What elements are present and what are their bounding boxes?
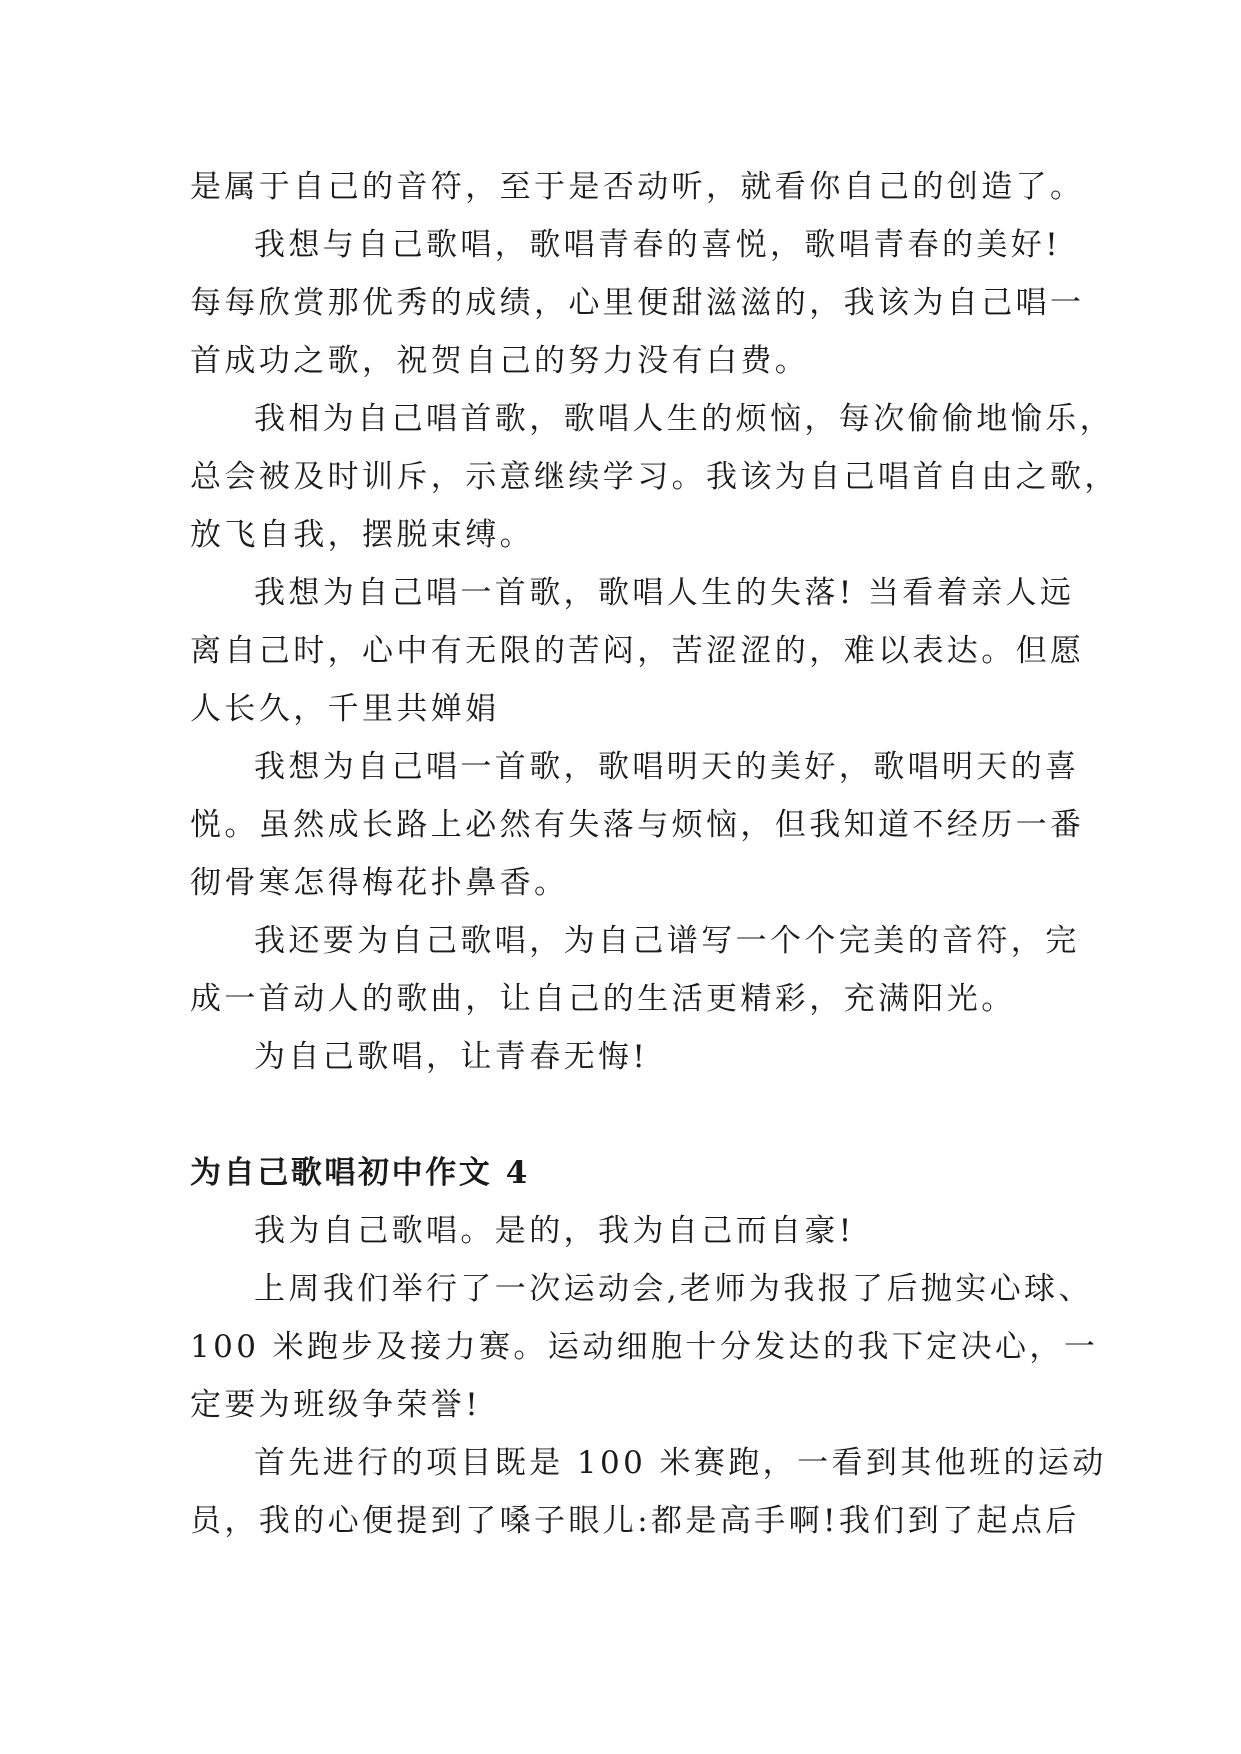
text-line: 定要为班级争荣誉! bbox=[190, 1387, 482, 1423]
text-line: 总会被及时训斥，示意继续学习。我该为自己唱首自由之歌， bbox=[190, 459, 1119, 495]
text-line: 成一首动人的歌曲，让自己的生活更精彩，充满阳光。 bbox=[190, 981, 1016, 1017]
section-heading: 为自己歌唱初中作文 4 bbox=[190, 1155, 530, 1191]
paragraph-first-line: 我想为自己唱一首歌，歌唱明天的美好，歌唱明天的喜 bbox=[254, 749, 1080, 785]
text-line: 放飞自我，摆脱束缚。 bbox=[190, 517, 534, 553]
paragraph-first-line: 我想为自己唱一首歌，歌唱人生的失落! 当看着亲人远 bbox=[254, 575, 1075, 611]
paragraph-first-line: 为自己歌唱，让青春无悔! bbox=[254, 1039, 649, 1075]
paragraph-first-line: 我想与自己歌唱，歌唱青春的喜悦，歌唱青春的美好! bbox=[254, 227, 1062, 263]
paragraph-first-line: 我为自己歌唱。是的，我为自己而自豪! bbox=[254, 1213, 855, 1249]
paragraph-first-line: 我还要为自己歌唱，为自己谱写一个个完美的音符，完 bbox=[254, 923, 1080, 959]
paragraph-first-line: 上周我们举行了一次运动会,老师为我报了后抛实心球、 bbox=[254, 1271, 1093, 1307]
paragraph-first-line: 我相为自己唱首歌，歌唱人生的烦恼，每次偷偷地愉乐， bbox=[254, 401, 1114, 437]
text-line: 是属于自己的音符，至于是否动听，就看你自己的创造了。 bbox=[190, 169, 1085, 205]
text-line: 100 米跑步及接力赛。运动细胞十分发达的我下定决心，一 bbox=[190, 1329, 1099, 1365]
text-line: 首成功之歌，祝贺自己的努力没有白费。 bbox=[190, 343, 810, 379]
text-line: 人长久，千里共婵娟 bbox=[190, 691, 500, 727]
text-line: 每每欣赏那优秀的成绩，心里便甜滋滋的，我该为自己唱一 bbox=[190, 285, 1085, 321]
text-line: 悦。虽然成长路上必然有失落与烦恼，但我知道不经历一番 bbox=[190, 807, 1085, 843]
paragraph-first-line: 首先进行的项目既是 100 米赛跑，一看到其他班的运动 bbox=[254, 1445, 1107, 1481]
text-line: 离自己时，心中有无限的苦闷，苦涩涩的，难以表达。但愿 bbox=[190, 633, 1085, 669]
text-line: 彻骨寒怎得梅花扑鼻香。 bbox=[190, 865, 569, 901]
text-line: 员，我的心便提到了嗓子眼儿:都是高手啊!我们到了起点后 bbox=[190, 1503, 1080, 1539]
